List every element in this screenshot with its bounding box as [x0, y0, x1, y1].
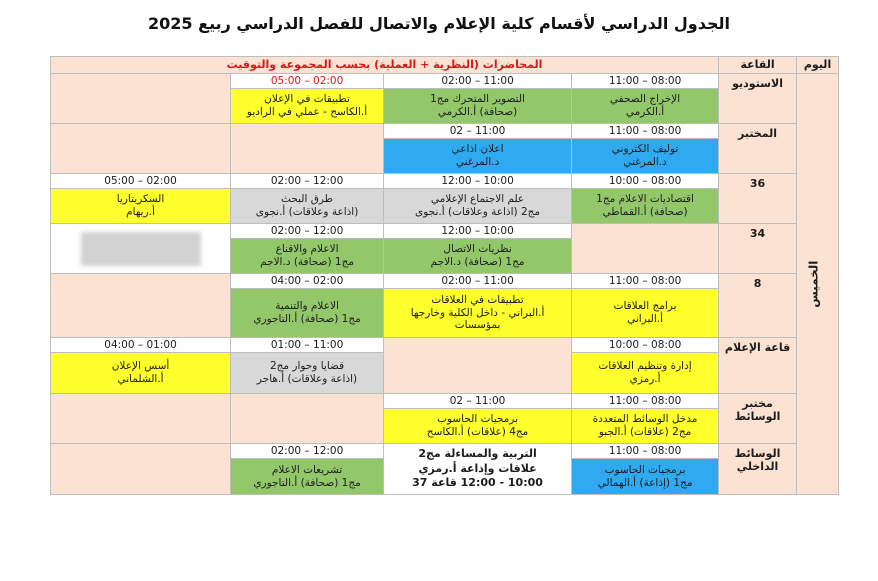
course-cell: توليف الكتروني د.المرغني — [572, 139, 719, 174]
time-cell: 11:00 – 02 — [384, 124, 572, 139]
time-cell: 02:00 – 05:00 — [231, 74, 384, 89]
course-cell: قضايا وحوار مج2 (اذاعة وعلاقات) أ.هاجر — [231, 353, 384, 394]
course-cell: طرق البحث (اذاعة وعلاقات) أ.نجوى — [231, 189, 384, 224]
blurred-cell — [51, 224, 231, 274]
room-36: 36 — [719, 174, 797, 224]
room-header: القاعة — [719, 57, 797, 74]
day-header: اليوم — [797, 57, 839, 74]
room-34: 34 — [719, 224, 797, 274]
time-cell: 12:00 – 02:00 — [231, 444, 384, 459]
course-cell: التصوير المتحرك مج1 (صحافة) أ.الكرمي — [384, 89, 572, 124]
course-cell: إدارة وتنظيم العلاقات أ.رمزي — [572, 353, 719, 394]
empty-cell — [572, 224, 719, 274]
course-cell: الاعلام والاقناع مج1 (صحافة) د.الاجم — [231, 239, 384, 274]
time-cell: 02:00 – 04:00 — [231, 274, 384, 289]
course-cell: برمجيات الحاسوب مج1 (إذاعة) أ.الهمالي — [572, 459, 719, 495]
room-lab: المختبر — [719, 124, 797, 174]
day-cell — [797, 74, 839, 495]
course-cell: برامج العلاقات أ.البراني — [572, 289, 719, 338]
day-name: الخميس — [806, 260, 821, 308]
course-cell: السكريتاريا أ.ريهام — [51, 189, 231, 224]
time-cell: 11:00 – 01:00 — [231, 338, 384, 353]
empty-cell — [51, 394, 231, 444]
empty-cell — [51, 74, 231, 124]
empty-cell — [51, 274, 231, 338]
room-8: 8 — [719, 274, 797, 338]
course-cell: برمجيات الحاسوب مج4 (علاقات) أ.الكاسح — [384, 409, 572, 444]
time-cell: 11:00 – 02 — [384, 394, 572, 409]
time-cell: 12:00 – 02:00 — [231, 174, 384, 189]
room-media-hall: قاعة الإعلام — [719, 338, 797, 394]
time-cell: 01:00 – 04:00 — [51, 338, 231, 353]
time-cell: 11:00 – 02:00 — [384, 274, 572, 289]
time-cell: 10:00 – 12:00 — [384, 174, 572, 189]
time-cell: 08:00 – 11:00 — [572, 444, 719, 459]
room-media-lab: مختبر الوسائط — [719, 394, 797, 444]
schedule-table — [50, 56, 839, 495]
course-cell: الإخراج الصحفي أ.الكرمي — [572, 89, 719, 124]
time-cell: 12:00 – 02:00 — [231, 224, 384, 239]
course-cell: تطبيقات في العلاقات أ.البراني - داخل الكلية وخارجها بمؤسسات — [384, 289, 572, 338]
time-cell: 08:00 – 11:00 — [572, 74, 719, 89]
time-cell: 08:00 – 11:00 — [572, 394, 719, 409]
time-cell: 02:00 – 05:00 — [51, 174, 231, 189]
course-cell: الاعلام والتنمية مج1 (صحافة) أ.التاجوري — [231, 289, 384, 338]
course-cell: اعلان اذاعي د.المرغني — [384, 139, 572, 174]
time-cell: 08:00 – 11:00 — [572, 124, 719, 139]
course-cell: تشريعات الاعلام مج1 (صحافة) أ.التاجوري — [231, 459, 384, 495]
empty-cell — [51, 444, 231, 495]
time-cell: 11:00 – 02:00 — [384, 74, 572, 89]
empty-cell — [51, 124, 231, 174]
empty-cell — [231, 124, 384, 174]
course-cell: مدخل الوسائط المتعددة مج2 (علاقات) أ.الجبو — [572, 409, 719, 444]
course-cell: أسس الإعلان أ.الشلماني — [51, 353, 231, 394]
page-title: الجدول الدراسي لأقسام كلية الإعلام والاتصال للفصل الدراسي ربيع 2025 — [148, 14, 730, 33]
course-cell: علم الاجتماع الإعلامي مج2 (اذاعة وعلاقات) أ.نجوى — [384, 189, 572, 224]
course-cell: نظريات الاتصال مج1 (صحافة) د.الاجم — [384, 239, 572, 274]
course-cell: تطبيقات في الإعلان أ.الكاسح - عملي في الراديو — [231, 89, 384, 124]
time-cell: 08:00 – 10:00 — [572, 174, 719, 189]
course-cell-plain: التربية والمساءلة مج2 علاقات وإذاعة أ.رمزي 10:00 - 12:00 قاعة 37 — [384, 444, 572, 495]
room-internal-media: الوسائط الداخلي — [719, 444, 797, 495]
lectures-header: المحاضرات (النظرية + العملية) بحسب المجموعة والتوقيت — [51, 57, 719, 74]
time-cell: 10:00 – 12:00 — [384, 224, 572, 239]
time-cell: 08:00 – 11:00 — [572, 274, 719, 289]
room-studio: الاستوديو — [719, 74, 797, 124]
time-cell: 08:00 – 10:00 — [572, 338, 719, 353]
course-cell: اقتصاديات الاعلام مج1 (صحافة) أ.القماطي — [572, 189, 719, 224]
empty-cell — [384, 338, 572, 394]
empty-cell — [231, 394, 384, 444]
